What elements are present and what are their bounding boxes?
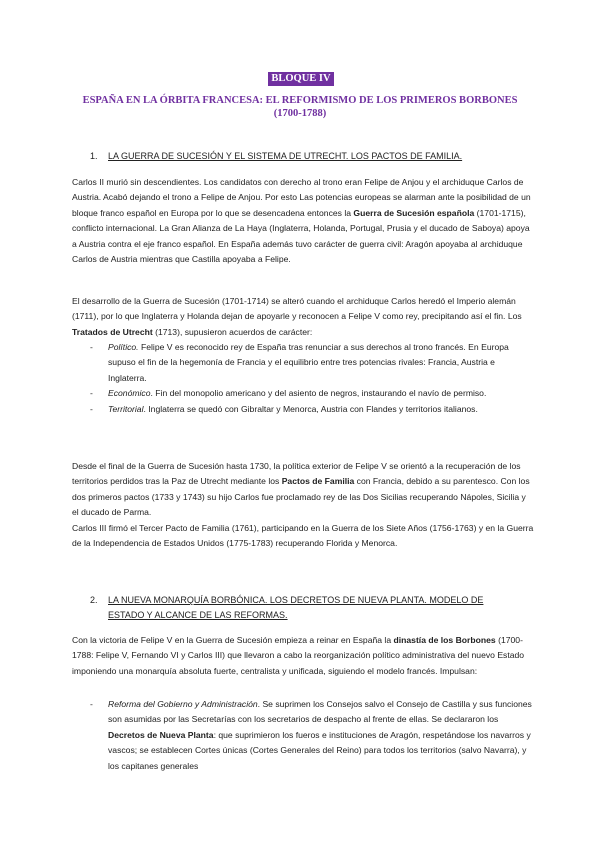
bullet-label: Territorial: [108, 403, 144, 414]
section1-heading-text: LA GUERRA DE SUCESIÓN Y EL SISTEMA DE UTRECHT. LOS PACTOS DE FAMILIA.: [108, 151, 463, 161]
bullet-text: . Se suprimen los Consejos salvo el Consejo de Castilla y sus funciones son asumidas por las Secretarías con los secretarios de despacho al frente de ellas. Se declararon los: [108, 699, 532, 725]
main-title-line2: (1700-1788): [273, 108, 327, 119]
bullet-label: Económico: [108, 388, 151, 399]
section1-paragraph1: [72, 175, 534, 267]
bullet-text: . Fin del monopolio americano y del asiento de negros, instaurando el navío de permiso.: [150, 388, 487, 399]
bullet-dash: -: [90, 388, 93, 399]
bullet-label: Político.: [108, 342, 139, 352]
block-label: BLOQUE IV: [268, 72, 334, 86]
bullet-dash: -: [90, 403, 93, 414]
list-item: [72, 386, 534, 401]
section1-paragraph2: [72, 294, 534, 340]
bold-term-decretos-nueva-planta: Decretos de Nueva Planta: [108, 729, 214, 740]
paragraph-text: (1701-1715), conflicto internacional. La Gran Alianza de La Haya (Inglaterra, Holanda, Portugal, Prusia y el ducado de Saboya) apoya a Austria contra el eje franco español. En España además tuvo carácter de guerra civil: Aragón apoyaba al archiduque Carlos de Austria mientras que Castilla apoyaba a Felipe.: [72, 207, 530, 265]
list-item: [72, 340, 534, 386]
section1-bullet-list: [72, 340, 534, 417]
paragraph-text: Con la victoria de Felipe V en la Guerra de Sucesión empieza a reinar en España la: [72, 635, 394, 645]
bullet-text: Felipe V es reconocido rey de España tras renunciar a sus derechos al trono francés. En Europa supuso el fin de la hegemonía de Francia y el equilibrio entre tres potencias rivales: Francia, Austria e Inglaterra.: [108, 342, 509, 383]
paragraph-text: Desde el final de la Guerra de Sucesión hasta 1730, la política exterior de Felipe V se orientó a la recuperación de los territorios perdidos tras la Paz de Utrecht mediante los: [72, 461, 521, 487]
main-title-line1: ESPAÑA EN LA ÓRBITA FRANCESA: EL REFORMISMO DE LOS PRIMEROS BORBONES: [82, 95, 518, 106]
section1-paragraph3: [72, 459, 534, 551]
paragraph-text: Carlos II murió sin descendientes. Los candidatos con derecho al trono eran Felipe de Anjou y el archiduque Carlos de Austria. Acabó dejando el trono a Felipe de Anjou. Por esto Las potencias europeas se alarman ante la posibilidad de un bloque franco español en Europa por lo que se desencadena entonces la: [72, 177, 531, 218]
list-item: [72, 402, 534, 417]
list-item: [72, 697, 534, 774]
bold-term-dinastia-borbones: dinastía de los Borbones: [393, 635, 496, 645]
paragraph-text: (1713), supusieron acuerdos de carácter:: [152, 326, 313, 337]
paragraph-text: Carlos III firmó el Tercer Pacto de Familia (1761), participando en la Guerra de los Siete Años (1756-1763) y en la Guerra de la Independencia de Estados Unidos (1775-1783) recuperando Florida y Menorca.: [72, 522, 534, 549]
bullet-dash: -: [90, 342, 93, 352]
section2-bullet-list: [72, 697, 534, 774]
bold-term-guerra-sucesion: Guerra de Sucesión española: [353, 207, 475, 218]
section2-heading-text: LA NUEVA MONARQUÍA BORBÓNICA. LOS DECRETOS DE NUEVA PLANTA. MODELO DE ESTADO Y ALCANCE DE LAS REFORMAS.: [108, 595, 484, 620]
section1-number: 1.: [90, 151, 98, 161]
bullet-text: . Inglaterra se quedó con Gibraltar y Menorca, Austria con Flandes y territorios italianos.: [143, 403, 478, 414]
bold-term-pactos-familia: Pactos de Familia: [281, 476, 355, 487]
paragraph-text: (1700-1788: Felipe V, Fernando VI y Carlos III) que llevaron a cabo la reorganización político administrativa del nuevo Estado imponiendo una monarquía absoluta fuerte, centralista y unificada, siguiendo el modelo francés. Impulsan:: [72, 635, 525, 676]
paragraph-text: con Francia, debido a su parentesco. Con los dos primeros pactos (1733 y 1743) su hijo Carlos fue proclamado rey de las Dos Sicilias recuperando Nápoles, Sicilia y el ducado de Parma.: [72, 476, 530, 518]
bullet-dash: -: [90, 699, 93, 709]
paragraph-text: El desarrollo de la Guerra de Sucesión (1701-1714) se alteró cuando el archiduque Carlos heredó el Imperio alemán (1711), por lo que Inglaterra y Holanda dejan de apoyarle y reconocen a Felipe V como rey, precipitando así el fin. Los: [72, 296, 522, 322]
bullet-text: : que suprimieron los fueros e instituciones de Aragón, respetándose los navarros y vascos; se establecen Cortes únicas (Cortes Generales del Reino) para todos los territorios (salvo Navarra), y los capitanes generales: [108, 729, 531, 771]
bold-term-tratados-utrecht: Tratados de Utrecht: [72, 326, 153, 337]
section2-number: 2.: [90, 595, 98, 605]
section2-paragraph1: [72, 633, 534, 679]
bullet-label: Reforma del Gobierno y Administración: [108, 699, 258, 709]
